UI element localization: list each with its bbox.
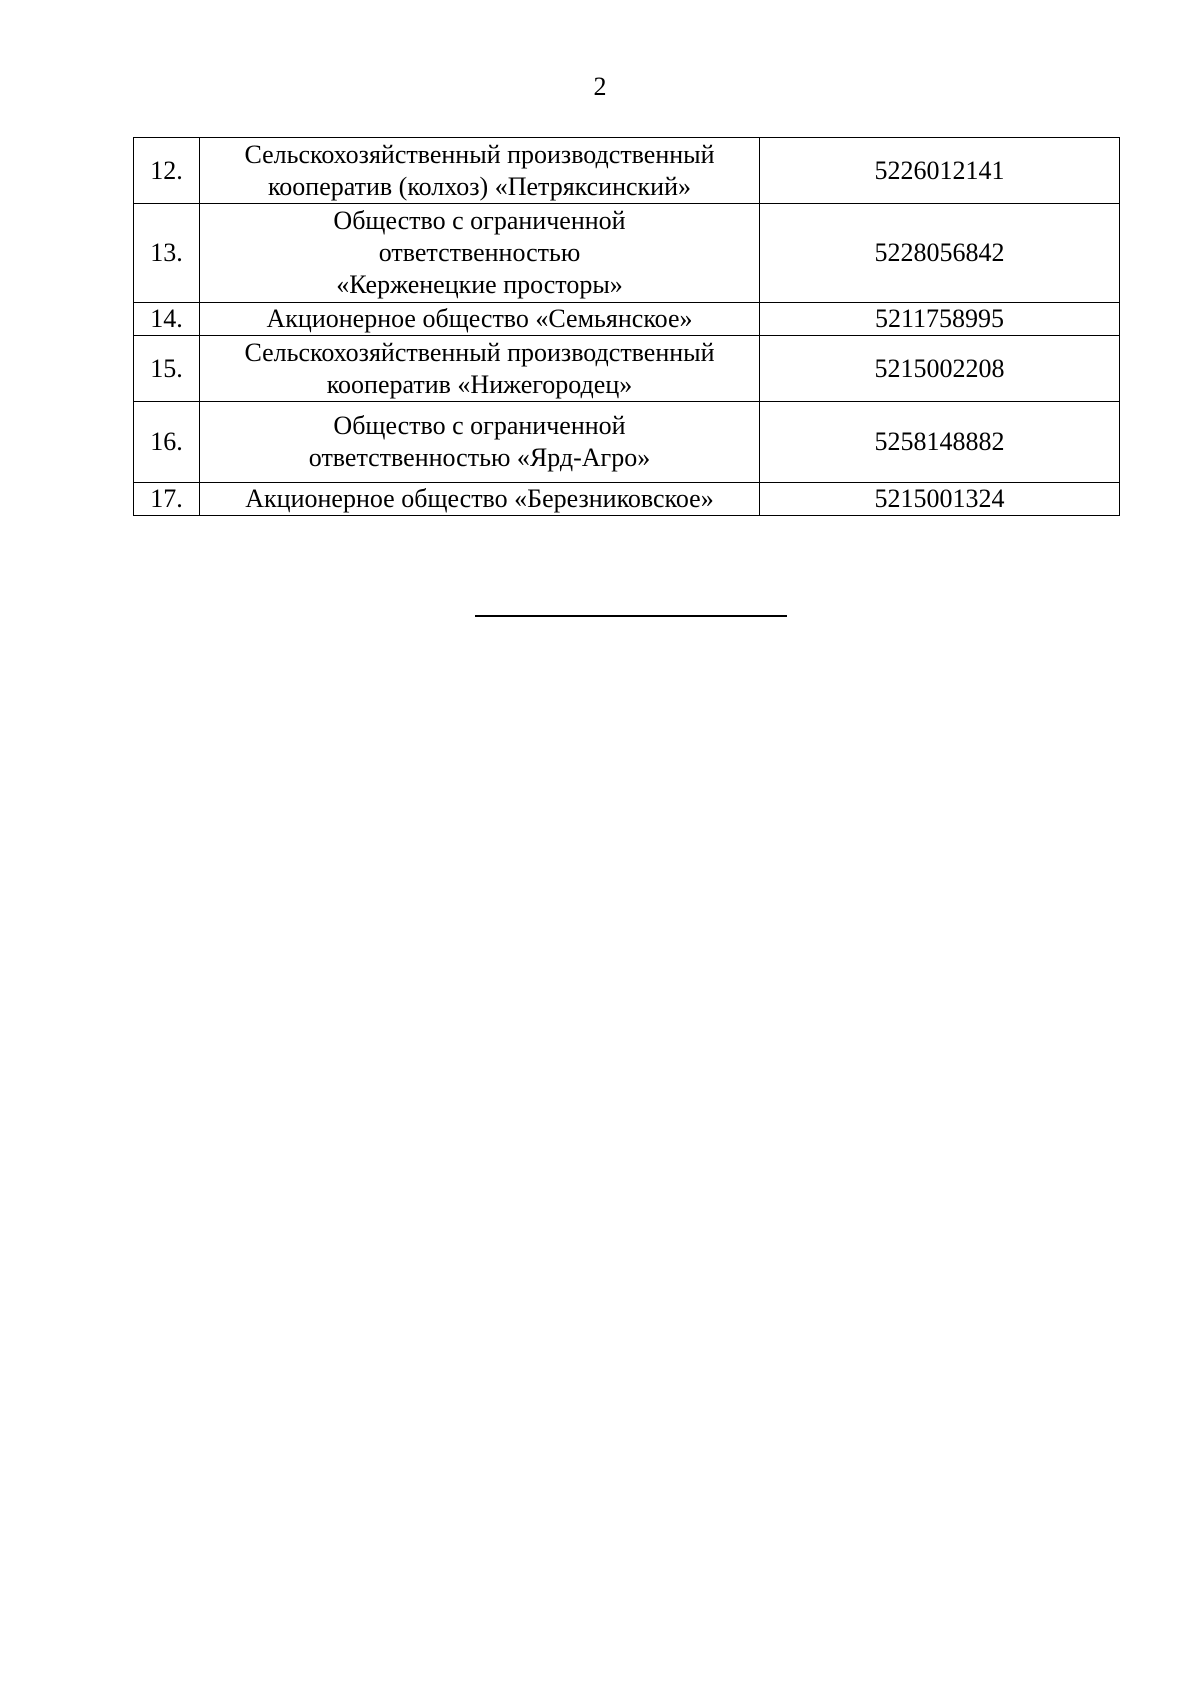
inn-value: 5215001324 bbox=[760, 483, 1120, 516]
organizations-table bbox=[133, 137, 1120, 516]
row-number: 13. bbox=[134, 204, 200, 303]
organization-name: Акционерное общество «Семьянское» bbox=[200, 303, 760, 336]
row-number: 14. bbox=[134, 303, 200, 336]
organization-name: Сельскохозяйственный производственный кооператив (колхоз) «Петряксинский» bbox=[200, 138, 760, 204]
organization-name: Общество с ограниченной ответственностью «Ярд-Агро» bbox=[200, 402, 760, 483]
inn-value: 5228056842 bbox=[760, 204, 1120, 303]
inn-value: 5215002208 bbox=[760, 336, 1120, 402]
row-number: 16. bbox=[134, 402, 200, 483]
row-number: 12. bbox=[134, 138, 200, 204]
row-number: 15. bbox=[134, 336, 200, 402]
table-row bbox=[134, 483, 1120, 516]
table-row bbox=[134, 204, 1120, 303]
page-number: 2 bbox=[593, 72, 607, 101]
table-row bbox=[134, 402, 1120, 483]
inn-value: 5211758995 bbox=[760, 303, 1120, 336]
inn-value: 5258148882 bbox=[760, 402, 1120, 483]
organization-name: Общество с ограниченной ответственностью «Керженецкие просторы» bbox=[200, 204, 760, 303]
row-number: 17. bbox=[134, 483, 200, 516]
table-row bbox=[134, 336, 1120, 402]
table-row bbox=[134, 303, 1120, 336]
organization-name: Сельскохозяйственный производственный кооператив «Нижегородец» bbox=[200, 336, 760, 402]
end-of-document-rule bbox=[475, 615, 787, 617]
table-row bbox=[134, 138, 1120, 204]
inn-value: 5226012141 bbox=[760, 138, 1120, 204]
organization-name: Акционерное общество «Березниковское» bbox=[200, 483, 760, 516]
